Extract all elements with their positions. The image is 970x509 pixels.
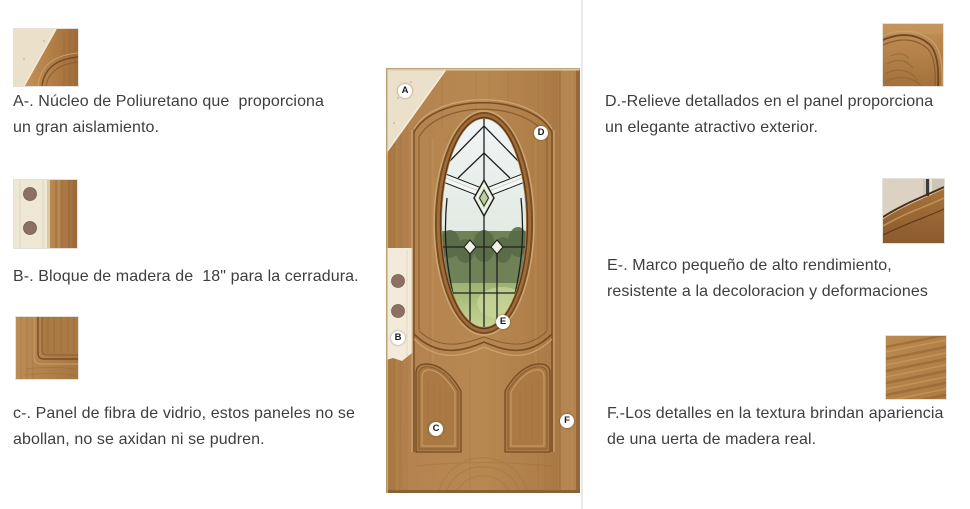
callout-text-c — [13, 401, 393, 453]
callout-d-line2: un elegante atractivo exterior. — [605, 119, 819, 136]
callout-f-line2: de una uerta de madera real. — [607, 431, 817, 448]
wood-texture-thumbnail — [885, 335, 947, 400]
fiberglass-panel-thumbnail — [15, 316, 79, 380]
callout-text-e — [607, 253, 962, 305]
door-image — [386, 68, 580, 493]
glass-frame-thumbnail — [882, 178, 945, 244]
polyurethane-core-image — [14, 29, 78, 86]
door-marker-b: B — [391, 331, 405, 345]
door-marker-f: F — [560, 414, 574, 428]
door-marker-c: C — [429, 422, 443, 436]
callout-a-line2: un gran aislamiento. — [13, 119, 160, 136]
callout-d-line1: D.-Relieve detallados en el panel proporciona — [605, 93, 934, 110]
callout-a-line1: A-. Núcleo de Poliuretano que proporciona — [13, 93, 325, 110]
callout-e-line1: E-. Marco pequeño de alto rendimiento, — [607, 257, 892, 274]
callout-b-line1: B-. Bloque de madera de 18" para la cerradura. — [13, 268, 359, 285]
wood-texture-image — [886, 336, 946, 399]
lock-block-thumbnail — [13, 179, 78, 249]
door-illustration — [386, 68, 580, 493]
column-divider — [581, 0, 583, 509]
polyurethane-core-thumbnail — [13, 28, 79, 87]
callout-text-f — [607, 401, 962, 453]
lock-block-image — [14, 180, 77, 248]
embossed-panel-thumbnail — [882, 23, 944, 87]
door-marker-e: E — [496, 315, 510, 329]
callout-text-a — [13, 89, 383, 141]
callout-text-b — [13, 264, 393, 290]
glass-frame-image — [883, 179, 944, 243]
embossed-panel-image — [883, 24, 943, 86]
callout-text-d — [605, 89, 960, 141]
fiberglass-panel-image — [16, 317, 78, 379]
callout-c-line1: c-. Panel de fibra de vidrio, estos paneles no se — [13, 405, 355, 422]
door-marker-d: D — [534, 126, 548, 140]
callout-f-line1: F.-Los detalles en la textura brindan apariencia — [607, 405, 944, 422]
callout-e-line2: resistente a la decoloracion y deformaciones — [607, 283, 929, 300]
door-marker-a: A — [398, 84, 412, 98]
callout-c-line2: abollan, no se axidan ni se pudren. — [13, 431, 265, 448]
